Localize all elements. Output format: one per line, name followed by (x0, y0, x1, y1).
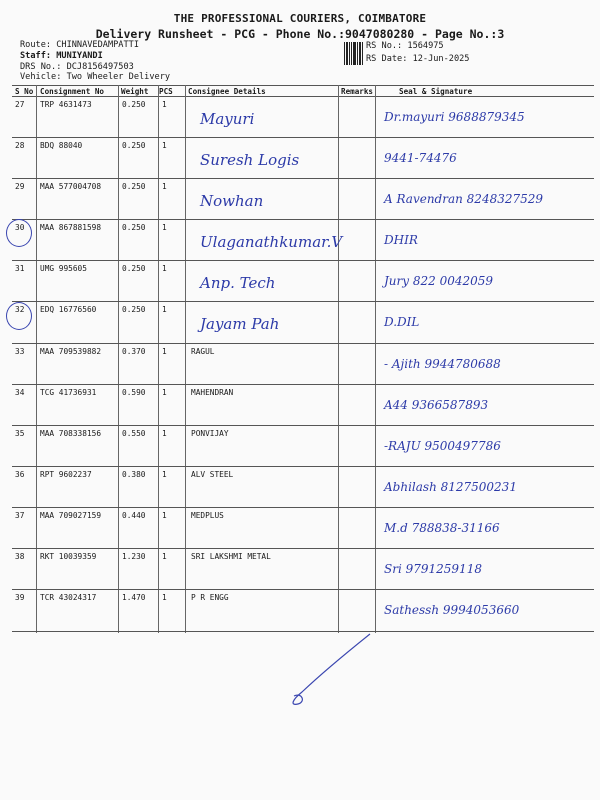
ink-scribble (280, 630, 400, 710)
row-divider (12, 589, 594, 590)
row-divider (12, 137, 594, 138)
row-handwritten-name: Suresh Logis (200, 151, 300, 169)
col-divider (338, 85, 339, 633)
row-consignment: MAA 867881598 (40, 223, 102, 232)
row-pcs: 1 (162, 388, 167, 397)
row-sno: 35 (15, 429, 25, 438)
row-consignee: MAHENDRAN (191, 388, 234, 397)
ink-circle (6, 219, 32, 247)
row-handwritten-signature: Abhilash 8127500231 (384, 480, 517, 494)
row-divider (12, 178, 594, 179)
row-weight: 0.380 (122, 470, 146, 479)
row-handwritten-signature: -RAJU 9500497786 (384, 439, 501, 453)
row-consignee: P R ENGG (191, 593, 229, 602)
company-title: THE PROFESSIONAL COURIERS, COIMBATORE (173, 12, 427, 25)
rs-number: RS No.: 1564975 (366, 41, 444, 51)
table-top-border (12, 85, 594, 86)
row-sno: 32 (15, 305, 25, 314)
row-consignee: RAGUL (191, 347, 215, 356)
staff-text: Staff: MUNIYANDI (20, 50, 103, 61)
header-seal-signature: Seal & Signature (399, 87, 473, 96)
row-weight: 0.250 (122, 141, 146, 150)
row-weight: 0.250 (122, 223, 146, 232)
row-consignment: RKT 10039359 (40, 552, 97, 561)
route-text: Route: CHINNAVEDAMPATTI (20, 40, 139, 50)
header-sno: S No (15, 87, 34, 96)
row-pcs: 1 (162, 470, 167, 479)
row-consignment: UMG 995605 (40, 264, 87, 273)
row-sno: 29 (15, 182, 25, 191)
row-weight: 0.250 (122, 100, 146, 109)
col-divider (375, 85, 376, 633)
row-divider (12, 384, 594, 385)
row-handwritten-signature: 9441-74476 (384, 151, 457, 165)
row-consignee: MEDPLUS (191, 511, 224, 520)
col-divider (118, 85, 119, 633)
row-sno: 33 (15, 347, 25, 356)
header-remarks: Remarks (341, 87, 374, 96)
row-handwritten-signature: Jury 822 0042059 (384, 274, 494, 288)
row-divider (12, 466, 594, 467)
row-weight: 1.470 (122, 593, 146, 602)
row-pcs: 1 (162, 223, 167, 232)
row-sno: 34 (15, 388, 25, 397)
runsheet-subtitle: Delivery Runsheet - PCG - Phone No.:9047080280 - Page No.:3 (95, 27, 505, 41)
row-sno: 31 (15, 264, 25, 273)
row-consignment: MAA 577004708 (40, 182, 102, 191)
header-bottom-border (12, 96, 594, 97)
row-handwritten-name: Mayuri (200, 110, 255, 128)
header-pcs: PCS (159, 87, 173, 96)
header-consignee: Consignee Details (188, 87, 266, 96)
col-divider (36, 85, 37, 633)
row-sno: 38 (15, 552, 25, 561)
row-divider (12, 260, 594, 261)
row-consignment: MAA 709539882 (40, 347, 102, 356)
row-handwritten-signature: Sathessh 9994053660 (384, 603, 520, 617)
col-divider (158, 85, 159, 633)
row-weight: 0.250 (122, 182, 146, 191)
row-consignment: RPT 9602237 (40, 470, 92, 479)
row-weight: 0.250 (122, 305, 146, 314)
row-pcs: 1 (162, 305, 167, 314)
row-sno: 37 (15, 511, 25, 520)
row-divider (12, 548, 594, 549)
header-consignment: Consignment No (40, 87, 105, 96)
row-divider (12, 219, 594, 220)
row-consignment: MAA 708338156 (40, 429, 102, 438)
row-handwritten-signature: Sri 9791259118 (384, 562, 482, 576)
row-handwritten-signature: M.d 788838-31166 (384, 521, 500, 535)
row-handwritten-signature: - Ajith 9944780688 (384, 357, 501, 371)
info-right (366, 41, 469, 64)
row-handwritten-signature: A Ravendran 8248327529 (384, 192, 544, 206)
row-consignee: ALV STEEL (191, 470, 234, 479)
row-consignment: TCR 43024317 (40, 593, 97, 602)
row-consignee: SRI LAKSHMI METAL (191, 552, 271, 561)
info-left (20, 40, 139, 73)
row-pcs: 1 (162, 264, 167, 273)
row-weight: 0.550 (122, 429, 146, 438)
row-consignment: MAA 709027159 (40, 511, 102, 520)
row-handwritten-signature: Dr.mayuri 9688879345 (384, 110, 525, 124)
row-pcs: 1 (162, 182, 167, 191)
row-pcs: 1 (162, 347, 167, 356)
row-weight: 0.250 (122, 264, 146, 273)
row-pcs: 1 (162, 141, 167, 150)
row-handwritten-name: Nowhan (200, 192, 264, 210)
barcode-image (344, 42, 364, 65)
row-consignee: PONVIJAY (191, 429, 229, 438)
ink-circle (6, 302, 32, 330)
row-sno: 27 (15, 100, 25, 109)
row-pcs: 1 (162, 552, 167, 561)
row-handwritten-name: Anp. Tech (200, 274, 276, 292)
row-pcs: 1 (162, 100, 167, 109)
row-weight: 0.370 (122, 347, 146, 356)
row-consignment: TRP 4631473 (40, 100, 92, 109)
row-weight: 0.590 (122, 388, 146, 397)
header-weight: Weight (121, 87, 149, 96)
col-divider (185, 85, 186, 633)
row-sno: 36 (15, 470, 25, 479)
row-sno: 39 (15, 593, 25, 602)
row-consignment: EDQ 16776560 (40, 305, 97, 314)
row-pcs: 1 (162, 429, 167, 438)
row-weight: 1.230 (122, 552, 146, 561)
rs-date: RS Date: 12-Jun-2025 (366, 53, 470, 64)
row-divider (12, 507, 594, 508)
row-divider (12, 343, 594, 344)
row-pcs: 1 (162, 511, 167, 520)
row-divider (12, 301, 594, 302)
row-pcs: 1 (162, 593, 167, 602)
row-handwritten-name: Jayam Pah (200, 315, 280, 333)
row-handwritten-name: Ulaganathkumar.V (200, 233, 343, 251)
row-handwritten-signature: D.DIL (384, 315, 420, 329)
drs-text: DRS No.: DCJ8156497503 (20, 62, 134, 73)
row-sno: 28 (15, 141, 25, 150)
row-handwritten-signature: A44 9366587893 (384, 398, 489, 412)
row-divider (12, 425, 594, 426)
row-consignment: TCG 41736931 (40, 388, 97, 397)
row-sno: 30 (15, 223, 25, 232)
row-handwritten-signature: DHIR (384, 233, 418, 247)
vehicle-text: Vehicle: Two Wheeler Delivery (20, 72, 171, 82)
row-consignment: BDQ 88040 (40, 141, 83, 150)
row-weight: 0.440 (122, 511, 146, 520)
